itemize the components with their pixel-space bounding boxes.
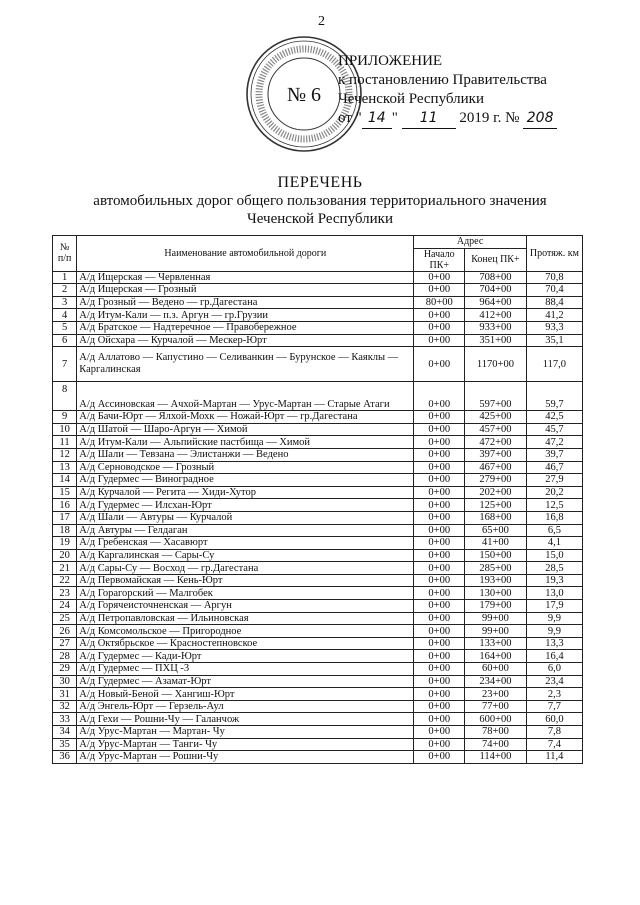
road-name: А/д Бачи-Юрт — Ялхой-Мохк — Ножай-Юрт — гр.Дагестана (77, 411, 414, 424)
road-name: А/д Горячеисточненская — Аргун (77, 600, 414, 613)
road-name: А/д Курчалой — Регита — Хиди-Хутор (77, 486, 414, 499)
row-number: 7 (53, 347, 77, 382)
table-row (53, 271, 583, 284)
road-length: 2,3 (526, 688, 582, 701)
road-name: А/д Урус-Мартан — Рошни-Чу (77, 751, 414, 764)
end-pk: 164+00 (465, 650, 527, 663)
road-length: 47,2 (526, 436, 582, 449)
road-length: 7,7 (526, 700, 582, 713)
road-length: 93,3 (526, 321, 582, 334)
start-pk: 0+00 (414, 574, 465, 587)
page-number: 2 (318, 14, 325, 29)
end-pk: 78+00 (465, 726, 527, 739)
table-row (53, 587, 583, 600)
end-pk: 77+00 (465, 700, 527, 713)
row-number: 13 (53, 461, 77, 474)
road-length: 39,7 (526, 448, 582, 461)
road-name: А/д Аллатово — Капустино — Селиванкин — Бурунское — Каяклы — Каргалинская (77, 347, 414, 382)
end-pk: 397+00 (465, 448, 527, 461)
road-name: А/д Гудермес — Кади-Юрт (77, 650, 414, 663)
road-length: 45,7 (526, 423, 582, 436)
table-row (53, 347, 583, 382)
road-name: А/д Первомайская — Кень-Юрт (77, 574, 414, 587)
row-number: 33 (53, 713, 77, 726)
start-pk: 0+00 (414, 448, 465, 461)
table-row (53, 612, 583, 625)
end-pk: 279+00 (465, 474, 527, 487)
row-number: 18 (53, 524, 77, 537)
table-row (53, 726, 583, 739)
date-year: 2019 г. № (459, 110, 520, 126)
end-pk: 425+00 (465, 411, 527, 424)
end-pk: 99+00 (465, 625, 527, 638)
start-pk: 0+00 (414, 663, 465, 676)
header-end: Конец ПК+ (465, 248, 527, 271)
road-length: 35,1 (526, 334, 582, 347)
doc-number: 208 (523, 109, 557, 129)
row-number: 23 (53, 587, 77, 600)
road-name: А/д Ищерская — Грозный (77, 284, 414, 297)
row-number: 35 (53, 738, 77, 751)
row-number: 26 (53, 625, 77, 638)
end-pk: 150+00 (465, 549, 527, 562)
start-pk: 0+00 (414, 537, 465, 550)
table-row (53, 700, 583, 713)
road-name: А/д Ойсхара — Курчалой — Мескер-Юрт (77, 334, 414, 347)
end-pk: 41+00 (465, 537, 527, 550)
start-pk: 0+00 (414, 499, 465, 512)
road-length: 20,2 (526, 486, 582, 499)
row-number: 25 (53, 612, 77, 625)
road-length: 11,4 (526, 751, 582, 764)
road-name: А/д Гудермес — Илсхан-Юрт (77, 499, 414, 512)
end-pk: 179+00 (465, 600, 527, 613)
table-row (53, 751, 583, 764)
start-pk: 0+00 (414, 436, 465, 449)
end-pk: 964+00 (465, 296, 527, 309)
table-row (53, 650, 583, 663)
table-row (53, 562, 583, 575)
row-number: 27 (53, 637, 77, 650)
road-length: 88,4 (526, 296, 582, 309)
row-number: 21 (53, 562, 77, 575)
end-pk: 193+00 (465, 574, 527, 587)
table-row (53, 284, 583, 297)
start-pk: 0+00 (414, 726, 465, 739)
start-pk: 0+00 (414, 511, 465, 524)
table-row (53, 309, 583, 322)
table-row (53, 411, 583, 424)
end-pk: 234+00 (465, 675, 527, 688)
end-pk: 168+00 (465, 511, 527, 524)
end-pk: 133+00 (465, 637, 527, 650)
approval-date-line (338, 109, 557, 129)
table-row (53, 625, 583, 638)
road-length: 70,8 (526, 271, 582, 284)
date-month: 11 (402, 109, 456, 129)
end-pk: 60+00 (465, 663, 527, 676)
end-pk: 74+00 (465, 738, 527, 751)
start-pk: 0+00 (414, 700, 465, 713)
road-name: А/д Комсомольское — Пригородное (77, 625, 414, 638)
end-pk: 23+00 (465, 688, 527, 701)
start-pk: 0+00 (414, 637, 465, 650)
end-pk: 933+00 (465, 321, 527, 334)
row-number: 14 (53, 474, 77, 487)
road-length: 28,5 (526, 562, 582, 575)
start-pk: 0+00 (414, 382, 465, 411)
start-pk: 0+00 (414, 461, 465, 474)
table-row (53, 524, 583, 537)
road-length: 13,3 (526, 637, 582, 650)
table-row (53, 549, 583, 562)
road-length: 15,0 (526, 549, 582, 562)
row-number: 6 (53, 334, 77, 347)
table-row (53, 511, 583, 524)
row-number: 11 (53, 436, 77, 449)
start-pk: 0+00 (414, 600, 465, 613)
road-length: 23,4 (526, 675, 582, 688)
start-pk: 0+00 (414, 587, 465, 600)
road-name: А/д Сары-Су — Восход — гр.Дагестана (77, 562, 414, 575)
row-number: 19 (53, 537, 77, 550)
road-name: А/д Братское — Надтеречное — Правобережное (77, 321, 414, 334)
header-address: Адрес (414, 236, 526, 249)
table-row (53, 574, 583, 587)
road-name: А/д Горагорский — Малгобек (77, 587, 414, 600)
row-number: 36 (53, 751, 77, 764)
end-pk: 412+00 (465, 309, 527, 322)
row-number: 31 (53, 688, 77, 701)
road-name: А/д Ассиновская — Ачхой-Мартан — Урус-Мартан — Старые Атаги (77, 382, 414, 411)
row-number: 9 (53, 411, 77, 424)
table-row (53, 486, 583, 499)
document-heading (0, 174, 640, 228)
table-row (53, 296, 583, 309)
table-row (53, 461, 583, 474)
table-row (53, 738, 583, 751)
road-length: 46,7 (526, 461, 582, 474)
seal-number: № 6 (286, 84, 322, 106)
table-row (53, 688, 583, 701)
end-pk: 457+00 (465, 423, 527, 436)
end-pk: 65+00 (465, 524, 527, 537)
road-length: 16,4 (526, 650, 582, 663)
road-length: 7,4 (526, 738, 582, 751)
header-length: Протяж. км (526, 236, 582, 272)
table-row (53, 334, 583, 347)
table-row (53, 448, 583, 461)
start-pk: 0+00 (414, 713, 465, 726)
approval-line-2: Чеченской Республики (338, 91, 484, 107)
end-pk: 99+00 (465, 612, 527, 625)
start-pk: 0+00 (414, 688, 465, 701)
table-row (53, 637, 583, 650)
start-pk: 0+00 (414, 271, 465, 284)
row-number: 17 (53, 511, 77, 524)
start-pk: 0+00 (414, 675, 465, 688)
row-number: 10 (53, 423, 77, 436)
table-row (53, 382, 583, 411)
approval-line-1: к постановлению Правительства (338, 72, 547, 88)
table-row (53, 600, 583, 613)
row-number: 34 (53, 726, 77, 739)
start-pk: 80+00 (414, 296, 465, 309)
road-name: А/д Гудермес — Виноградное (77, 474, 414, 487)
start-pk: 0+00 (414, 751, 465, 764)
header-num: № п/п (53, 236, 77, 272)
road-length: 13,0 (526, 587, 582, 600)
end-pk: 704+00 (465, 284, 527, 297)
end-pk: 467+00 (465, 461, 527, 474)
road-length: 16,8 (526, 511, 582, 524)
date-quote: " (391, 110, 398, 126)
row-number: 2 (53, 284, 77, 297)
road-name: А/д Гребенская — Хасавюрт (77, 537, 414, 550)
road-length: 27,9 (526, 474, 582, 487)
road-length: 4,1 (526, 537, 582, 550)
end-pk: 285+00 (465, 562, 527, 575)
table-row (53, 537, 583, 550)
start-pk: 0+00 (414, 524, 465, 537)
start-pk: 0+00 (414, 486, 465, 499)
end-pk: 351+00 (465, 334, 527, 347)
road-length: 70,4 (526, 284, 582, 297)
road-name: А/д Урус-Мартан — Танги- Чу (77, 738, 414, 751)
road-name: А/д Каргалинская — Сары-Су (77, 549, 414, 562)
road-length: 60,0 (526, 713, 582, 726)
start-pk: 0+00 (414, 321, 465, 334)
road-name: А/д Шатой — Шаро-Аргун — Химой (77, 423, 414, 436)
road-name: А/д Шали — Автуры — Курчалой (77, 511, 414, 524)
road-name: А/д Гудермес — Азамат-Юрт (77, 675, 414, 688)
table-row (53, 474, 583, 487)
start-pk: 0+00 (414, 650, 465, 663)
end-pk: 202+00 (465, 486, 527, 499)
road-length: 41,2 (526, 309, 582, 322)
road-length: 59,7 (526, 382, 582, 411)
row-number: 12 (53, 448, 77, 461)
road-length: 7,8 (526, 726, 582, 739)
road-length: 9,9 (526, 612, 582, 625)
road-length: 42,5 (526, 411, 582, 424)
road-name: А/д Итум-Кали — п.з. Аргун — гр.Грузии (77, 309, 414, 322)
start-pk: 0+00 (414, 411, 465, 424)
end-pk: 708+00 (465, 271, 527, 284)
row-number: 3 (53, 296, 77, 309)
table-row (53, 713, 583, 726)
road-length: 6,0 (526, 663, 582, 676)
row-number: 30 (53, 675, 77, 688)
heading-region: Чеченской Республики (247, 211, 393, 227)
road-name: А/д Урус-Мартан — Мартан- Чу (77, 726, 414, 739)
road-length: 6,5 (526, 524, 582, 537)
row-number: 1 (53, 271, 77, 284)
road-name: А/д Шали — Тевзана — Элистанжи — Ведено (77, 448, 414, 461)
date-day: 14 (362, 109, 392, 129)
start-pk: 0+00 (414, 334, 465, 347)
row-number: 24 (53, 600, 77, 613)
road-length: 19,3 (526, 574, 582, 587)
end-pk: 114+00 (465, 751, 527, 764)
table-row (53, 499, 583, 512)
table-row (53, 663, 583, 676)
end-pk: 130+00 (465, 587, 527, 600)
start-pk: 0+00 (414, 474, 465, 487)
road-name: А/д Ищерская — Червленная (77, 271, 414, 284)
heading-subtitle: автомобильных дорог общего пользования территориального значения (93, 193, 547, 209)
row-number: 22 (53, 574, 77, 587)
row-number: 32 (53, 700, 77, 713)
start-pk: 0+00 (414, 738, 465, 751)
road-length: 17,9 (526, 600, 582, 613)
road-name: А/д Итум-Кали — Альпийские пастбища — Химой (77, 436, 414, 449)
heading-title: ПЕРЕЧЕНЬ (277, 174, 363, 191)
start-pk: 0+00 (414, 284, 465, 297)
end-pk: 125+00 (465, 499, 527, 512)
approval-block (338, 52, 557, 129)
row-number: 16 (53, 499, 77, 512)
road-name: А/д Энгель-Юрт — Герзель-Аул (77, 700, 414, 713)
end-pk: 1170+00 (465, 347, 527, 382)
header-name: Наименование автомобильной дороги (77, 236, 414, 272)
start-pk: 0+00 (414, 309, 465, 322)
table-row (53, 321, 583, 334)
start-pk: 0+00 (414, 625, 465, 638)
road-name: А/д Автуры — Гелдаган (77, 524, 414, 537)
road-name: А/д Новый-Беной — Хангиш-Юрт (77, 688, 414, 701)
road-name: А/д Гехи — Рошни-Чу — Галанчож (77, 713, 414, 726)
row-number: 15 (53, 486, 77, 499)
road-name: А/д Гудермес — ПХЦ -3 (77, 663, 414, 676)
road-length: 12,5 (526, 499, 582, 512)
end-pk: 472+00 (465, 436, 527, 449)
end-pk: 597+00 (465, 382, 527, 411)
row-number: 29 (53, 663, 77, 676)
start-pk: 0+00 (414, 549, 465, 562)
end-pk: 600+00 (465, 713, 527, 726)
row-number: 20 (53, 549, 77, 562)
row-number: 4 (53, 309, 77, 322)
start-pk: 0+00 (414, 423, 465, 436)
road-name: А/д Октябрьское — Красностепновское (77, 637, 414, 650)
row-number: 8 (53, 382, 77, 411)
date-prefix: от " (338, 110, 362, 126)
road-name: А/д Серноводское — Грозный (77, 461, 414, 474)
row-number: 28 (53, 650, 77, 663)
start-pk: 0+00 (414, 347, 465, 382)
table-row (53, 423, 583, 436)
row-number: 5 (53, 321, 77, 334)
table-row (53, 675, 583, 688)
start-pk: 0+00 (414, 562, 465, 575)
road-length: 9,9 (526, 625, 582, 638)
start-pk: 0+00 (414, 612, 465, 625)
roads-table (52, 235, 583, 764)
road-name: А/д Петропавловская — Ильиновская (77, 612, 414, 625)
road-name: А/д Грозный — Ведено — гр.Дагестана (77, 296, 414, 309)
header-start: Начало ПК+ (414, 248, 465, 271)
road-length: 117,0 (526, 347, 582, 382)
approval-title: ПРИЛОЖЕНИЕ (338, 53, 443, 69)
table-row (53, 436, 583, 449)
